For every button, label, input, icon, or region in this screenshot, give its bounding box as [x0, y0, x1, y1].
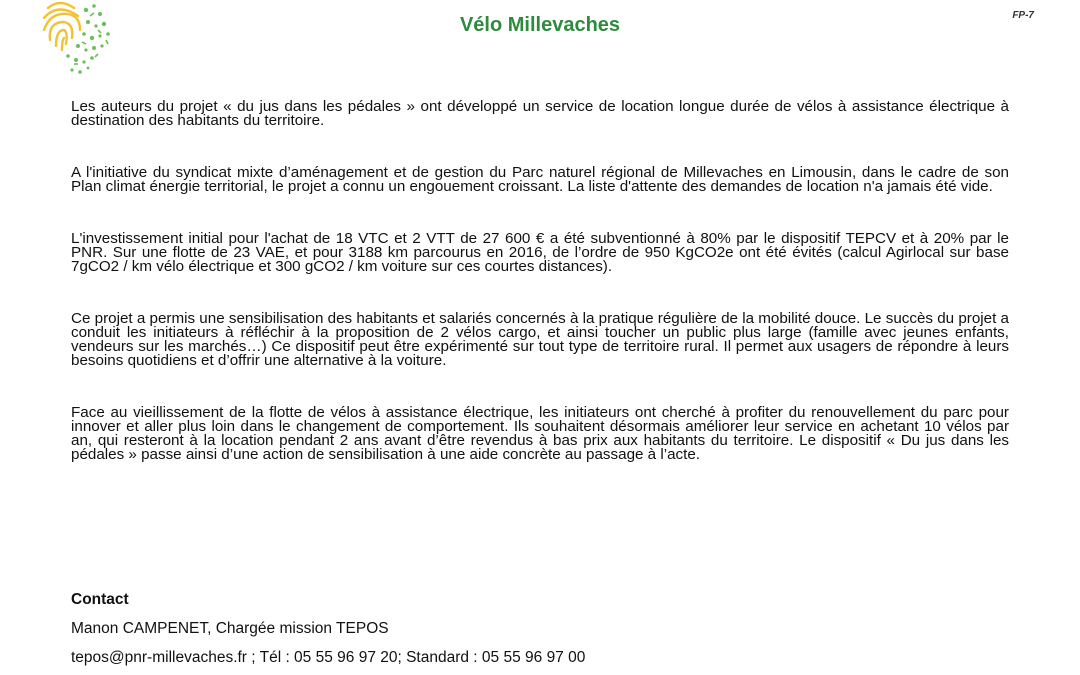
- page-title: Vélo Millevaches: [459, 14, 621, 36]
- contact-details: tepos@pnr-millevaches.fr ; Tél : 05 55 96 97 20; Standard : 05 55 96 97 00: [71, 649, 586, 666]
- document-body: [71, 100, 1009, 500]
- paragraph-investment: L'investissement initial pour l'achat de 18 VTC et 2 VTT de 27 600 € a été subventionné à 80% par le dispositif TEPCV et à 20% par le PNR. Sur une flotte de 23 VAE, et pour 3188 km parcourus en 2016, de l’ordre de 950 KgCO2e ont été évités (calcul Agirlocal sur base 7gCO2 / km vélo électrique et 300 gCO2 / km voiture sur ces courtes distances).: [71, 230, 1009, 275]
- paragraph-renewal: Face au vieillissement de la flotte de vélos à assistance électrique, les initiateurs ont cherché à profiter du renouvellement du parc pour innover et aller plus loin dans le changement de comportement. Ils souhaitent désormais améliorer leur service en achetant 10 vélos par an, qui resteront à la location pendant 2 ans avant d’être revendus à bas prix aux habitants du territoire. Le dispositif « Du jus dans les pédales » passe ainsi d’une action de sensibilisation à une aide concrète au passage à l’acte.: [71, 404, 1009, 463]
- paragraph-awareness: Ce projet a permis une sensibilisation des habitants et salariés concernés à la pratique régulière de la mobilité douce. Le succès du projet a conduit les initiateurs à réfléchir à la proposition de 2 vélos cargo, et ainsi toucher un public plus large (famille avec jeunes enfants, vendeurs sur les marchés…) Ce dispositif peut être expérimenté sur tout type de territoire rural. Il permet aux usagers de répondre à leurs besoins quotidiens et d’offrir une alternative à la voiture.: [71, 310, 1009, 369]
- paragraph-intro: Les auteurs du projet « du jus dans les pédales » ont développé un service de location longue durée de vélos à assistance électrique à destination des habitants du territoire.: [71, 98, 1009, 129]
- paragraph-initiative: A l'initiative du syndicat mixte d’aménagement et de gestion du Parc naturel régional de Millevaches en Limousin, dans le cadre de son Plan climat énergie territorial, le projet a connu un engouement croissant. La liste d'attente des demandes de location n'a jamais été vide.: [71, 164, 1009, 195]
- document-reference: FP-7: [1012, 10, 1034, 21]
- contact-heading: Contact: [71, 591, 129, 608]
- fingerprint-logo-icon: [38, 0, 128, 80]
- contact-section: [71, 585, 585, 672]
- contact-name: Manon CAMPENET, Chargée mission TEPOS: [71, 620, 389, 637]
